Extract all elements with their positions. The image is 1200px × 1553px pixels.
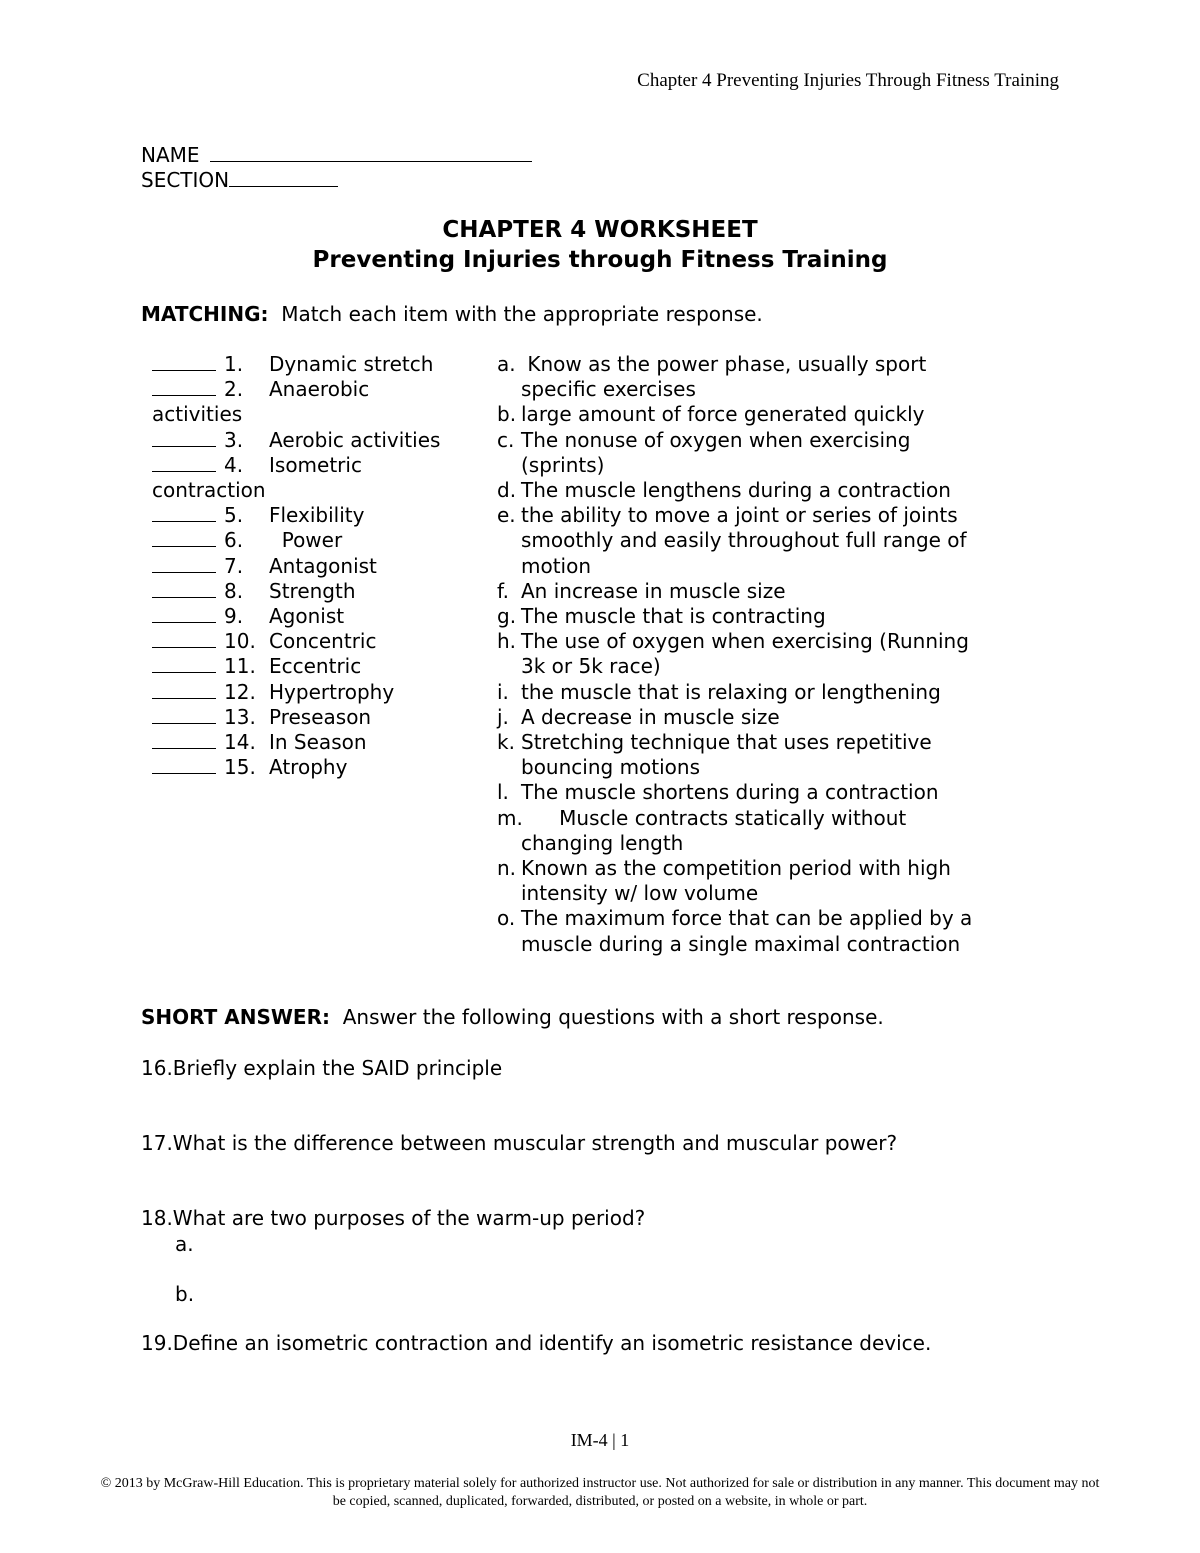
- matching-item: [152, 428, 440, 453]
- option-letter: i.: [497, 679, 509, 704]
- matching-option: [497, 906, 972, 956]
- option-text: The use of oxygen when exercising (Running: [521, 629, 969, 654]
- matching-option: [497, 478, 972, 503]
- option-text: Muscle contracts statically without: [521, 805, 907, 830]
- name-label: NAME: [141, 143, 200, 167]
- running-header: Chapter 4 Preventing Injuries Through Fitness Training: [637, 70, 1059, 91]
- answer-blank[interactable]: [152, 454, 216, 472]
- option-text-continued: bouncing motions: [521, 755, 701, 780]
- item-number: 5.: [224, 503, 244, 528]
- item-term: Preseason: [269, 704, 372, 729]
- answer-blank[interactable]: [152, 429, 216, 447]
- item-number: 9.: [224, 604, 244, 629]
- question-18: 18.What are two purposes of the warm-up period?: [141, 1206, 646, 1230]
- option-text: Stretching technique that uses repetitive: [521, 730, 932, 755]
- answer-blank[interactable]: [152, 605, 216, 623]
- item-number: 10.: [224, 629, 256, 654]
- option-letter: e.: [497, 503, 516, 528]
- option-text: Know as the power phase, usually sport: [521, 352, 927, 376]
- item-number: 1.: [224, 352, 244, 376]
- question-17: 17.What is the difference between muscular strength and muscular power?: [141, 1131, 898, 1155]
- answer-blank[interactable]: [152, 529, 216, 547]
- option-text: large amount of force generated quickly: [521, 402, 925, 427]
- matching-items-list: [152, 352, 440, 780]
- question-16: 16.Briefly explain the SAID principle: [141, 1056, 503, 1080]
- item-number: 2.: [224, 377, 244, 402]
- option-letter: l.: [497, 780, 509, 805]
- option-letter: m.: [497, 805, 523, 830]
- matching-heading: MATCHING:: [141, 302, 269, 326]
- matching-options-list: [497, 352, 972, 957]
- matching-item: [152, 528, 440, 553]
- item-number: 14.: [224, 730, 256, 755]
- option-text: The nonuse of oxygen when exercising: [521, 427, 911, 452]
- matching-item: [152, 705, 440, 730]
- item-term: Dynamic stretch: [269, 352, 434, 376]
- item-term: In Season: [269, 730, 367, 755]
- item-term: Concentric: [269, 629, 377, 654]
- option-text: The muscle lengthens during a contraction: [521, 478, 951, 503]
- matching-item: [152, 730, 440, 755]
- item-term: Flexibility: [269, 503, 365, 528]
- answer-blank[interactable]: [152, 756, 216, 774]
- matching-item: [152, 554, 440, 579]
- question-18-a: a.: [175, 1232, 194, 1256]
- item-term: Anaerobic: [269, 377, 370, 402]
- option-text-continued: specific exercises: [521, 377, 696, 402]
- worksheet-subtitle: Preventing Injuries through Fitness Training: [312, 247, 888, 273]
- option-text-continued: (sprints): [521, 452, 605, 477]
- section-label: SECTION: [141, 168, 230, 192]
- item-number: 3.: [224, 427, 244, 452]
- option-text: the ability to move a joint or series of joints: [521, 503, 958, 528]
- answer-blank[interactable]: [152, 580, 216, 598]
- matching-item: [152, 629, 440, 654]
- item-term-continued: contraction: [152, 478, 266, 503]
- matching-option: [497, 856, 972, 906]
- option-text-continued: 3k or 5k race): [521, 654, 661, 679]
- answer-blank[interactable]: [152, 731, 216, 749]
- matching-option: [497, 806, 972, 856]
- item-number: 11.: [224, 654, 256, 679]
- option-letter: j.: [497, 704, 509, 729]
- matching-item: [152, 654, 440, 679]
- matching-instruction: [141, 302, 763, 326]
- answer-blank[interactable]: [152, 378, 216, 396]
- option-letter: b.: [497, 402, 517, 427]
- name-underline: [210, 143, 532, 162]
- matching-instruction-text: Match each item with the appropriate response.: [281, 302, 763, 326]
- item-number: 4.: [224, 452, 244, 477]
- answer-blank[interactable]: [152, 630, 216, 648]
- item-number: 13.: [224, 704, 256, 729]
- name-section-fields: [141, 143, 532, 193]
- item-term: Isometric: [269, 452, 362, 477]
- copyright-notice: © 2013 by McGraw-Hill Education. This is proprietary material solely for authorized instructor use. Not authorized for sale or distribution in any manner. This document may not be copied, scanned, duplicated, forwarded, distributed, or posted on a website, in whole or part.: [100, 1476, 1100, 1509]
- option-text-continued: intensity w/ low volume: [521, 881, 759, 906]
- matching-item: [152, 503, 440, 528]
- item-term: Aerobic activities: [269, 427, 441, 452]
- item-term: Hypertrophy: [269, 679, 395, 704]
- matching-option: [497, 352, 972, 402]
- matching-option: [497, 680, 972, 705]
- option-letter: k.: [497, 730, 515, 755]
- option-letter: g.: [497, 604, 517, 629]
- item-term: Antagonist: [269, 553, 377, 578]
- matching-option: [497, 705, 972, 730]
- matching-item: [152, 680, 440, 705]
- option-text-continued: motion: [521, 553, 592, 578]
- option-letter: h.: [497, 629, 517, 654]
- answer-blank[interactable]: [152, 706, 216, 724]
- item-number: 12.: [224, 679, 256, 704]
- item-number: 8.: [224, 578, 244, 603]
- option-text: The muscle shortens during a contraction: [521, 780, 939, 805]
- answer-blank[interactable]: [152, 555, 216, 573]
- name-field[interactable]: [141, 143, 532, 168]
- section-underline: [229, 168, 338, 187]
- option-text: The maximum force that can be applied by a: [521, 906, 973, 931]
- option-text: An increase in muscle size: [521, 578, 786, 603]
- section-field[interactable]: [141, 168, 532, 193]
- page-number: IM-4 | 1: [570, 1430, 630, 1450]
- option-letter: c.: [497, 427, 515, 452]
- item-number: 7.: [224, 553, 244, 578]
- short-answer-instruction: [141, 1005, 884, 1029]
- matching-option: [497, 503, 972, 579]
- worksheet-title: CHAPTER 4 WORKSHEET: [442, 217, 758, 243]
- answer-blank[interactable]: [152, 504, 216, 522]
- matching-option: [497, 579, 972, 604]
- matching-item: [152, 352, 440, 377]
- option-letter: o.: [497, 906, 516, 931]
- option-letter: n.: [497, 856, 517, 881]
- option-text: The muscle that is contracting: [521, 604, 826, 629]
- short-answer-heading: SHORT ANSWER:: [141, 1005, 330, 1029]
- option-text: the muscle that is relaxing or lengthening: [521, 679, 941, 704]
- matching-option: [497, 604, 972, 629]
- matching-item: [152, 755, 440, 780]
- matching-option: [497, 402, 972, 427]
- item-number: 6.: [224, 528, 244, 553]
- answer-blank[interactable]: [152, 655, 216, 673]
- matching-option: [497, 428, 972, 478]
- item-number: 15.: [224, 755, 256, 780]
- answer-blank[interactable]: [152, 681, 216, 699]
- item-term: Eccentric: [269, 654, 362, 679]
- matching-option: [497, 780, 972, 805]
- matching-item: [152, 453, 440, 478]
- answer-blank[interactable]: [152, 353, 216, 371]
- matching-item: [152, 604, 440, 629]
- option-text-continued: smoothly and easily throughout full range of: [521, 528, 967, 553]
- matching-option: [497, 730, 972, 780]
- matching-item: [152, 377, 440, 402]
- option-letter: a.: [497, 352, 516, 376]
- matching-option: [497, 629, 972, 679]
- question-19: 19.Define an isometric contraction and identify an isometric resistance device.: [141, 1331, 932, 1355]
- option-text: Known as the competition period with high: [521, 856, 951, 881]
- item-term: Atrophy: [269, 755, 348, 780]
- option-text-continued: changing length: [521, 830, 684, 855]
- question-18-b: b.: [175, 1282, 195, 1306]
- item-term-continued: activities: [152, 402, 243, 427]
- short-answer-instruction-text: Answer the following questions with a short response.: [342, 1005, 884, 1029]
- matching-item: [152, 579, 440, 604]
- item-term: Power: [269, 528, 343, 553]
- option-text-continued: muscle during a single maximal contraction: [521, 931, 961, 956]
- item-term: Strength: [269, 578, 356, 603]
- option-letter: d.: [497, 478, 517, 503]
- item-term: Agonist: [269, 604, 345, 629]
- option-letter: f.: [497, 578, 509, 603]
- option-text: A decrease in muscle size: [521, 704, 780, 729]
